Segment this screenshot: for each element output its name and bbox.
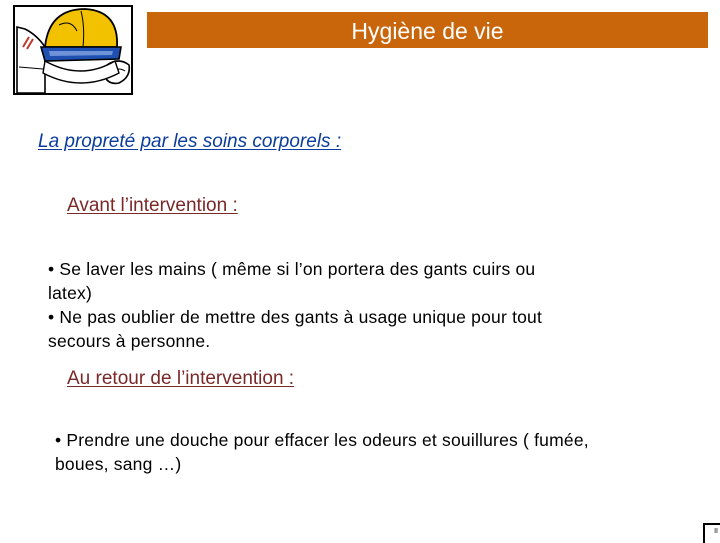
firefighter-helmet-icon <box>13 5 133 95</box>
text-line: secours à personne. <box>48 331 211 351</box>
title-bar <box>145 12 708 48</box>
section-heading: La propreté par les soins corporels : <box>38 131 342 152</box>
after-intervention-text <box>55 428 685 476</box>
after-intervention-heading: Au retour de l’intervention : <box>67 368 295 389</box>
page-title: Hygiène de vie <box>351 18 504 44</box>
text-line: boues, sang …) <box>55 454 182 474</box>
text-line: latex) <box>48 283 92 303</box>
before-intervention-heading: Avant l’intervention : <box>67 195 238 216</box>
text-line: • Ne pas oublier de mettre des gants à usage unique pour tout <box>48 307 543 327</box>
text-line: • Prendre une douche pour effacer les odeurs et souillures ( fumée, <box>55 430 589 450</box>
page-corner-mark: II <box>703 523 720 543</box>
text-line: • Se laver les mains ( même si l’on portera des gants cuirs ou <box>48 259 536 279</box>
before-intervention-text <box>48 257 628 353</box>
